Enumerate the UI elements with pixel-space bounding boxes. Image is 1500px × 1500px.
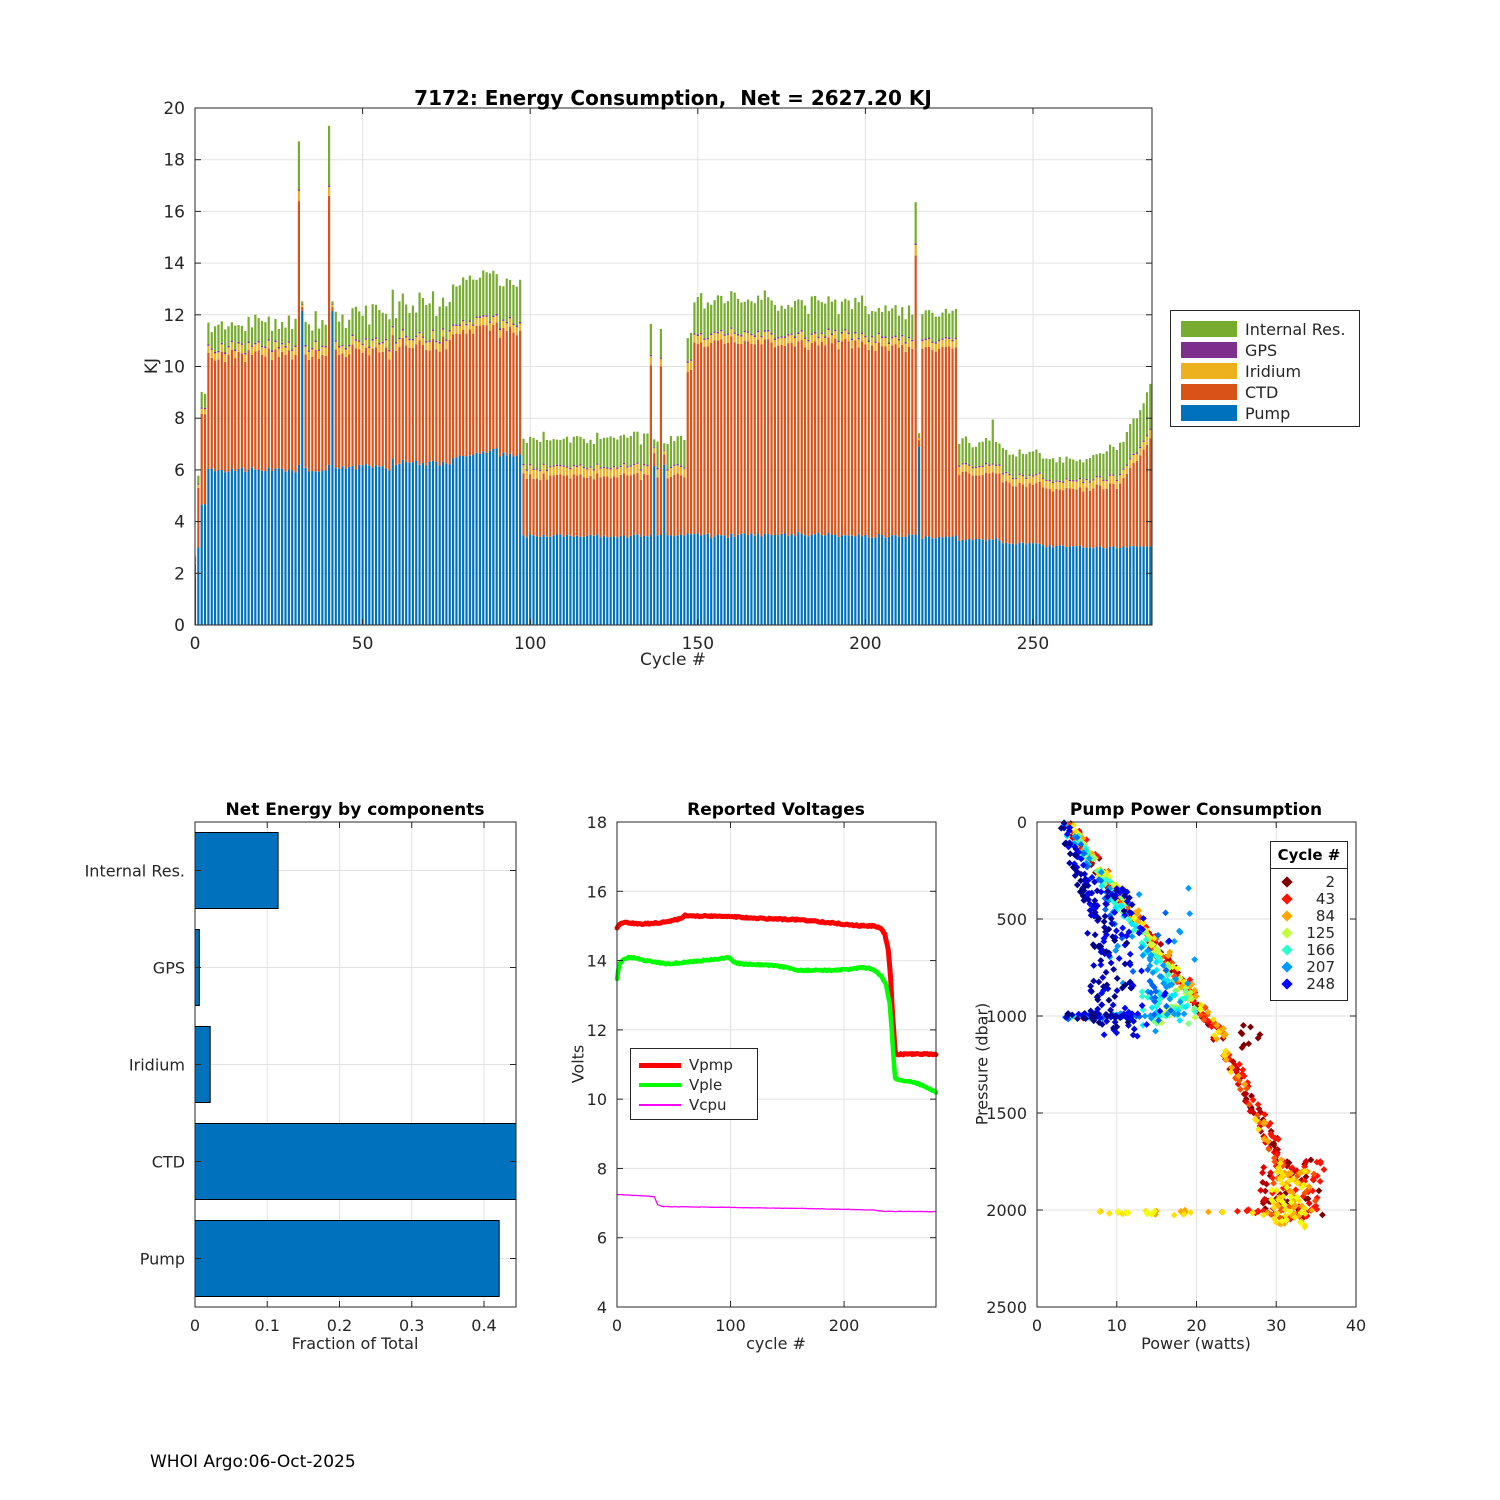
legend-item-gps bbox=[1181, 340, 1359, 360]
series-Vcpu bbox=[617, 1194, 936, 1212]
svg-text:Pump: Pump bbox=[139, 1249, 185, 1269]
svg-text:Internal Res.: Internal Res. bbox=[84, 861, 185, 881]
svg-text:2: 2 bbox=[174, 564, 185, 585]
diamond-marker-icon bbox=[1281, 961, 1292, 972]
svg-text:10: 10 bbox=[586, 1090, 607, 1110]
svg-text:40: 40 bbox=[1345, 1316, 1367, 1335]
svg-text:20: 20 bbox=[1186, 1316, 1207, 1335]
svg-text:100: 100 bbox=[513, 634, 547, 654]
svg-text:14: 14 bbox=[163, 254, 185, 275]
legend-label: Internal Res. bbox=[1245, 319, 1346, 339]
svg-text:0.2: 0.2 bbox=[326, 1316, 353, 1335]
svg-text:500: 500 bbox=[996, 910, 1027, 929]
legend-item-cycle-43 bbox=[1271, 890, 1347, 907]
svg-text:16: 16 bbox=[163, 202, 185, 223]
svg-text:0: 0 bbox=[1031, 1316, 1043, 1335]
pump-power-chart-title: Pump Power Consumption bbox=[1069, 800, 1323, 820]
legend-item-cycle-125 bbox=[1271, 924, 1347, 941]
svg-text:0: 0 bbox=[189, 1316, 201, 1335]
svg-text:CTD: CTD bbox=[151, 1152, 185, 1172]
voltages-chart-title: Reported Voltages bbox=[687, 800, 865, 820]
svg-text:200: 200 bbox=[849, 634, 882, 654]
legend-label: 207 bbox=[1306, 957, 1335, 976]
legend-swatch bbox=[1181, 384, 1237, 400]
cycle-legend-title: Cycle # bbox=[1271, 846, 1347, 869]
components-xlabel: Fraction of Total bbox=[291, 1334, 419, 1353]
svg-text:6: 6 bbox=[174, 460, 185, 481]
svg-text:0.1: 0.1 bbox=[254, 1316, 280, 1335]
svg-text:0: 0 bbox=[189, 634, 201, 654]
legend-item-vpmp bbox=[639, 1055, 757, 1075]
voltages-xlabel: cycle # bbox=[746, 1334, 806, 1353]
legend-line-swatch bbox=[639, 1063, 681, 1068]
svg-text:200: 200 bbox=[828, 1316, 860, 1335]
legend-swatch bbox=[1181, 363, 1237, 379]
legend-label: Iridium bbox=[1245, 361, 1302, 381]
svg-text:18: 18 bbox=[163, 150, 185, 171]
legend-item-vcpu bbox=[639, 1095, 757, 1115]
energy-legend bbox=[1170, 310, 1360, 427]
diamond-marker-icon bbox=[1281, 893, 1292, 904]
energy-bars bbox=[195, 126, 1151, 625]
diamond-marker-icon bbox=[1281, 978, 1292, 989]
legend-label: GPS bbox=[1245, 340, 1278, 360]
svg-text:14: 14 bbox=[586, 951, 607, 971]
pump-power-ylabel: Pressure (dbar) bbox=[972, 1002, 992, 1126]
legend-line-swatch bbox=[639, 1104, 681, 1106]
svg-text:10: 10 bbox=[163, 357, 185, 378]
svg-text:16: 16 bbox=[586, 882, 607, 902]
svg-text:6: 6 bbox=[596, 1228, 607, 1248]
legend-item-cycle-166 bbox=[1271, 941, 1347, 958]
svg-text:1500: 1500 bbox=[986, 1104, 1027, 1123]
svg-text:12: 12 bbox=[163, 305, 185, 326]
legend-item-iridium bbox=[1181, 361, 1359, 381]
svg-text:GPS: GPS bbox=[152, 958, 185, 978]
svg-text:0.3: 0.3 bbox=[399, 1316, 425, 1335]
energy-chart-title: 7172: Energy Consumption, Net = 2627.20 KJ bbox=[414, 86, 932, 110]
svg-text:0: 0 bbox=[1016, 813, 1027, 832]
legend-swatch bbox=[1181, 405, 1237, 421]
legend-item-cycle-2 bbox=[1271, 873, 1347, 890]
components-chart-title: Net Energy by components bbox=[225, 800, 485, 820]
svg-text:18: 18 bbox=[586, 813, 607, 832]
legend-swatch bbox=[1181, 342, 1237, 358]
legend-item-pump bbox=[1181, 403, 1359, 423]
svg-text:4: 4 bbox=[174, 512, 185, 533]
svg-text:8: 8 bbox=[174, 409, 185, 430]
svg-text:150: 150 bbox=[681, 634, 715, 654]
svg-text:10: 10 bbox=[1106, 1316, 1127, 1335]
diamond-marker-icon bbox=[1281, 944, 1292, 955]
legend-label: 248 bbox=[1306, 974, 1335, 993]
legend-label: Vcpu bbox=[689, 1096, 727, 1114]
legend-label: Vple bbox=[689, 1076, 723, 1094]
svg-text:50: 50 bbox=[351, 634, 374, 654]
voltages-ylabel: Volts bbox=[568, 1044, 588, 1084]
legend-item-internal-res- bbox=[1181, 319, 1359, 339]
legend-label: 166 bbox=[1306, 940, 1335, 959]
pump-power-xlabel: Power (watts) bbox=[1141, 1334, 1251, 1353]
diamond-marker-icon bbox=[1281, 927, 1292, 938]
diamond-marker-icon bbox=[1281, 876, 1292, 887]
svg-text:0: 0 bbox=[174, 616, 185, 636]
svg-text:20: 20 bbox=[163, 99, 185, 119]
legend-item-cycle-84 bbox=[1271, 907, 1347, 924]
cycle-legend bbox=[1270, 841, 1348, 1001]
svg-text:4: 4 bbox=[596, 1298, 607, 1317]
legend-item-vple bbox=[639, 1075, 757, 1095]
svg-text:30: 30 bbox=[1266, 1316, 1287, 1335]
legend-item-ctd bbox=[1181, 382, 1359, 402]
svg-text:100: 100 bbox=[715, 1316, 746, 1335]
footer-text: WHOI Argo:06-Oct-2025 bbox=[150, 1452, 356, 1472]
svg-text:0.4: 0.4 bbox=[471, 1316, 497, 1335]
legend-label: Pump bbox=[1245, 403, 1291, 423]
legend-item-cycle-207 bbox=[1271, 958, 1347, 975]
legend-label: 84 bbox=[1315, 906, 1335, 925]
svg-text:12: 12 bbox=[586, 1020, 607, 1040]
svg-text:2000: 2000 bbox=[986, 1201, 1027, 1220]
legend-item-cycle-248 bbox=[1271, 975, 1347, 992]
svg-text:8: 8 bbox=[596, 1159, 607, 1179]
svg-text:250: 250 bbox=[1016, 634, 1050, 654]
energy-ylabel: KJ bbox=[142, 357, 162, 375]
svg-text:1000: 1000 bbox=[986, 1007, 1027, 1026]
legend-label: 125 bbox=[1306, 923, 1335, 942]
voltages-legend bbox=[630, 1048, 758, 1120]
legend-label: 43 bbox=[1315, 889, 1335, 908]
legend-label: 2 bbox=[1325, 872, 1335, 891]
diamond-marker-icon bbox=[1281, 910, 1292, 921]
energy-xlabel: Cycle # bbox=[639, 650, 707, 670]
legend-label: Vpmp bbox=[689, 1056, 733, 1074]
legend-swatch bbox=[1181, 321, 1237, 337]
legend-line-swatch bbox=[639, 1083, 681, 1088]
svg-text:Iridium: Iridium bbox=[128, 1055, 185, 1075]
legend-label: CTD bbox=[1245, 382, 1279, 402]
svg-text:0: 0 bbox=[611, 1316, 623, 1335]
svg-text:2500: 2500 bbox=[986, 1298, 1027, 1317]
